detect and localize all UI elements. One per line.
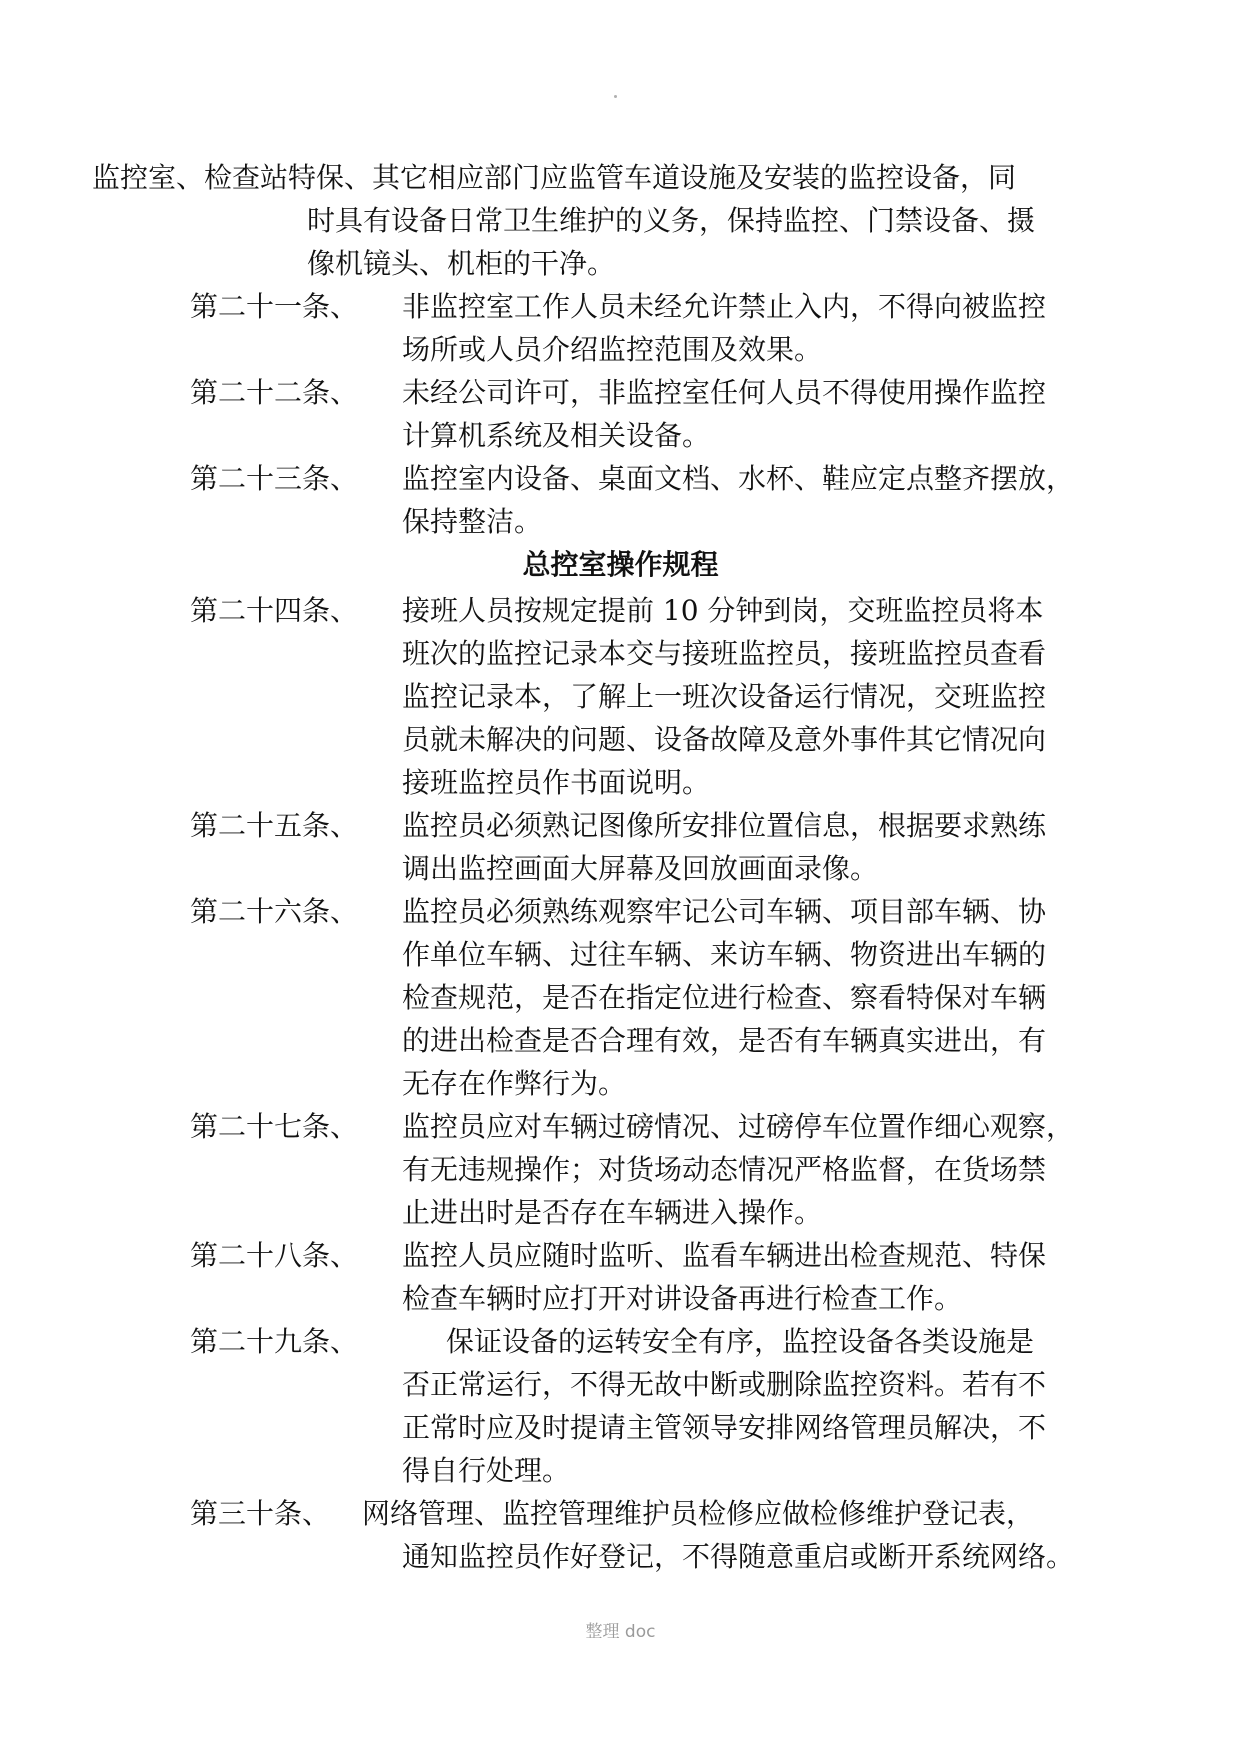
article-label: 第二十一条、: [190, 290, 359, 323]
article-label: 第二十三条、: [190, 462, 359, 495]
footer-watermark: 整理 doc: [585, 1622, 656, 1642]
header-dot: [614, 95, 617, 98]
article-line: 检查车辆时应打开对讲设备再进行检查工作。: [402, 1282, 963, 1315]
intro-line: 监控室、检查站特保、其它相应部门应监管车道设施及安装的监控设备，同: [92, 161, 1017, 194]
article-line: 无存在作弊行为。: [402, 1067, 627, 1100]
article-line: 的进出检查是否合理有效，是否有车辆真实进出，有: [402, 1024, 1047, 1057]
article-label: 第二十五条、: [190, 809, 359, 842]
article-line: 监控员必须熟记图像所安排位置信息，根据要求熟练: [402, 809, 1047, 842]
article-line: 正常时应及时提请主管领导安排网络管理员解决，不: [402, 1411, 1047, 1444]
section-heading: 总控室操作规程: [522, 548, 719, 581]
intro-line: 时具有设备日常卫生维护的义务，保持监控、门禁设备、摄: [307, 204, 1036, 237]
article-label: 第二十七条、: [190, 1110, 359, 1143]
article-line: 网络管理、监控管理维护员检修应做检修维护登记表，: [362, 1497, 1035, 1530]
article-line: 通知监控员作好登记，不得随意重启或断开系统网络。: [402, 1540, 1075, 1573]
article-label: 第二十六条、: [190, 895, 359, 928]
article-line: 作单位车辆、过往车辆、来访车辆、物资进出车辆的: [402, 938, 1047, 971]
article-label: 第二十九条、: [190, 1325, 359, 1358]
article-line: 接班人员按规定提前 10 分钟到岗，交班监控员将本: [402, 594, 1044, 627]
article-line: 监控记录本，了解上一班次设备运行情况，交班监控: [402, 680, 1047, 713]
article-label: 第三十条、: [190, 1497, 331, 1530]
intro-line: 像机镜头、机柜的干净。: [307, 247, 616, 280]
article-line: 得自行处理。: [402, 1454, 571, 1487]
article-line: 调出监控画面大屏幕及回放画面录像。: [402, 852, 879, 885]
article-line: 监控人员应随时监听、监看车辆进出检查规范、特保: [402, 1239, 1047, 1272]
article-line: 保证设备的运转安全有序，监控设备各类设施是: [446, 1325, 1035, 1358]
article-line: 检查规范，是否在指定位进行检查、察看特保对车辆: [402, 981, 1047, 1014]
article-line: 监控员应对车辆过磅情况、过磅停车位置作细心观察，: [402, 1110, 1075, 1143]
article-line: 否正常运行，不得无故中断或删除监控资料。若有不: [402, 1368, 1047, 1401]
article-line: 有无违规操作；对货场动态情况严格监督，在货场禁: [402, 1153, 1047, 1186]
article-label: 第二十二条、: [190, 376, 359, 409]
article-line: 计算机系统及相关设备。: [402, 419, 711, 452]
article-line: 班次的监控记录本交与接班监控员，接班监控员查看: [402, 637, 1047, 670]
article-line: 场所或人员介绍监控范围及效果。: [402, 333, 823, 366]
article-line: 保持整洁。: [402, 505, 543, 538]
article-line: 监控员必须熟练观察牢记公司车辆、项目部车辆、协: [402, 895, 1047, 928]
article-line: 止进出时是否存在车辆进入操作。: [402, 1196, 823, 1229]
article-line: 监控室内设备、桌面文档、水杯、鞋应定点整齐摆放，: [402, 462, 1075, 495]
article-line: 员就未解决的问题、设备故障及意外事件其它情况向: [402, 723, 1047, 756]
article-label: 第二十八条、: [190, 1239, 359, 1272]
article-label: 第二十四条、: [190, 594, 359, 627]
article-line: 非监控室工作人员未经允许禁止入内，不得向被监控: [402, 290, 1047, 323]
article-line: 接班监控员作书面说明。: [402, 766, 711, 799]
article-line: 未经公司许可，非监控室任何人员不得使用操作监控: [402, 376, 1047, 409]
